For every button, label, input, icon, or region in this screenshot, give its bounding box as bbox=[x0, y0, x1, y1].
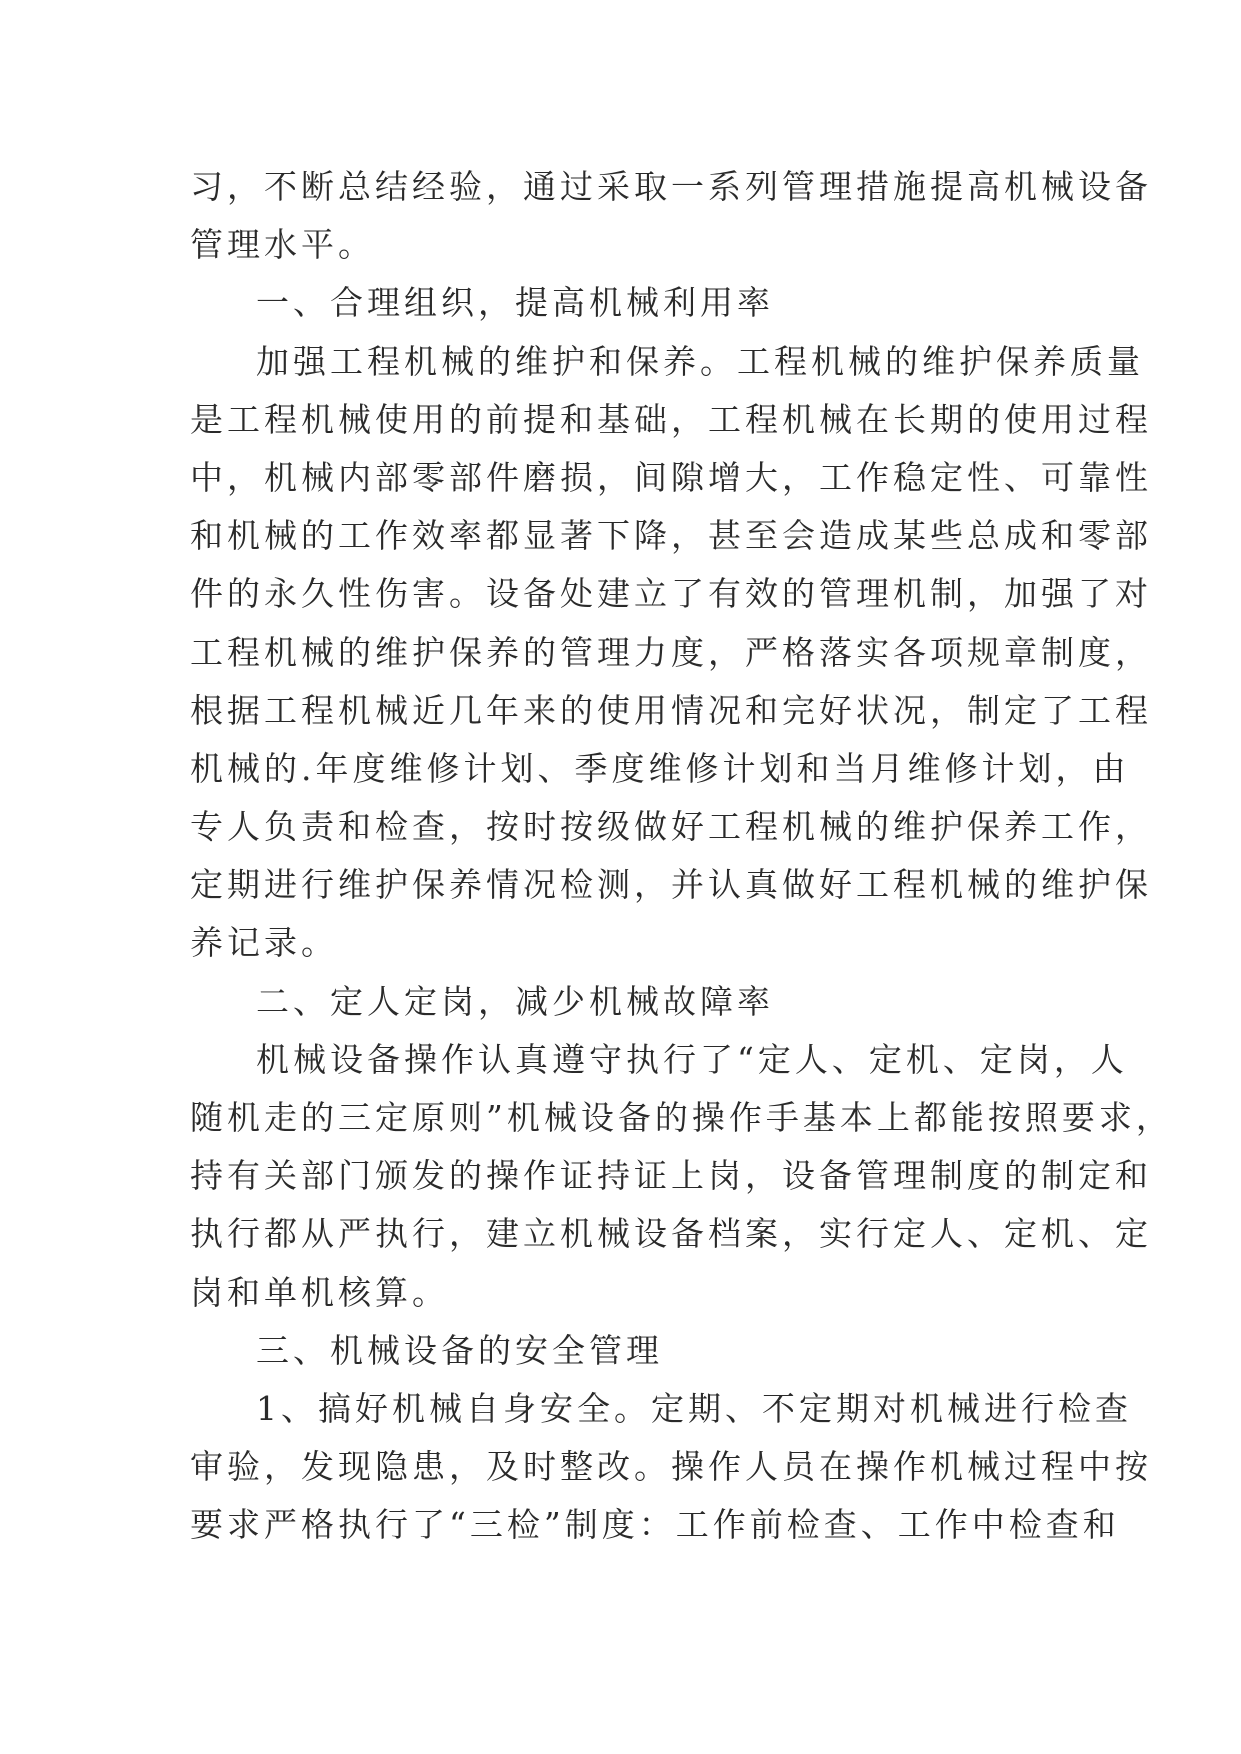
paragraph-first-line: 一、合理组织，提高机械利用率 bbox=[256, 283, 774, 323]
text-line: 中，机械内部零部件磨损，间隙增大，工作稳定性、可靠性 bbox=[190, 457, 1152, 497]
paragraph-first-line: 三、机械设备的安全管理 bbox=[256, 1330, 663, 1370]
paragraph-first-line: 机械设备操作认真遵守执行了“定人、定机、定岗，人 bbox=[256, 1039, 1128, 1079]
text-line: 审验，发现隐患，及时整改。操作人员在操作机械过程中按 bbox=[190, 1447, 1152, 1487]
text-line: 持有关部门颁发的操作证持证上岗，设备管理制度的制定和 bbox=[190, 1156, 1152, 1196]
text-line: 习，不断总结经验，通过采取一系列管理措施提高机械设备 bbox=[190, 167, 1152, 206]
text-line: 和机械的工作效率都显著下降，甚至会造成某些总成和零部 bbox=[190, 516, 1152, 556]
paragraph-first-line: 1、搞好机械自身安全。定期、不定期对机械进行检查 bbox=[256, 1388, 1132, 1428]
paragraph-first-line: 二、定人定岗，减少机械故障率 bbox=[256, 981, 774, 1021]
text-line: 要求严格执行了“三检”制度：工作前检查、工作中检查和 bbox=[190, 1505, 1120, 1545]
text-line: 定期进行维护保养情况检测，并认真做好工程机械的维护保 bbox=[190, 865, 1152, 905]
text-line: 管理水平。 bbox=[190, 225, 375, 265]
text-line: 件的永久性伤害。设备处建立了有效的管理机制，加强了对 bbox=[190, 574, 1152, 614]
text-line: 岗和单机核算。 bbox=[190, 1272, 449, 1312]
text-line: 机械的.年度维修计划、季度维修计划和当月维修计划，由 bbox=[190, 748, 1130, 788]
text-line: 专人负责和检查，按时按级做好工程机械的维护保养工作， bbox=[190, 807, 1152, 847]
text-line: 根据工程机械近几年来的使用情况和完好状况，制定了工程 bbox=[190, 690, 1152, 730]
paragraph-first-line: 加强工程机械的维护和保养。工程机械的维护保养质量 bbox=[256, 341, 1144, 381]
document-body bbox=[190, 158, 1173, 1555]
text-line: 养记录。 bbox=[190, 923, 338, 963]
text-line: 工程机械的维护保养的管理力度，严格落实各项规章制度， bbox=[190, 632, 1152, 672]
text-line: 随机走的三定原则”机械设备的操作手基本上都能按照要求， bbox=[190, 1098, 1173, 1137]
text-line: 执行都从严执行，建立机械设备档案，实行定人、定机、定 bbox=[190, 1214, 1152, 1254]
text-line: 是工程机械使用的前提和基础，工程机械在长期的使用过程 bbox=[190, 399, 1152, 439]
